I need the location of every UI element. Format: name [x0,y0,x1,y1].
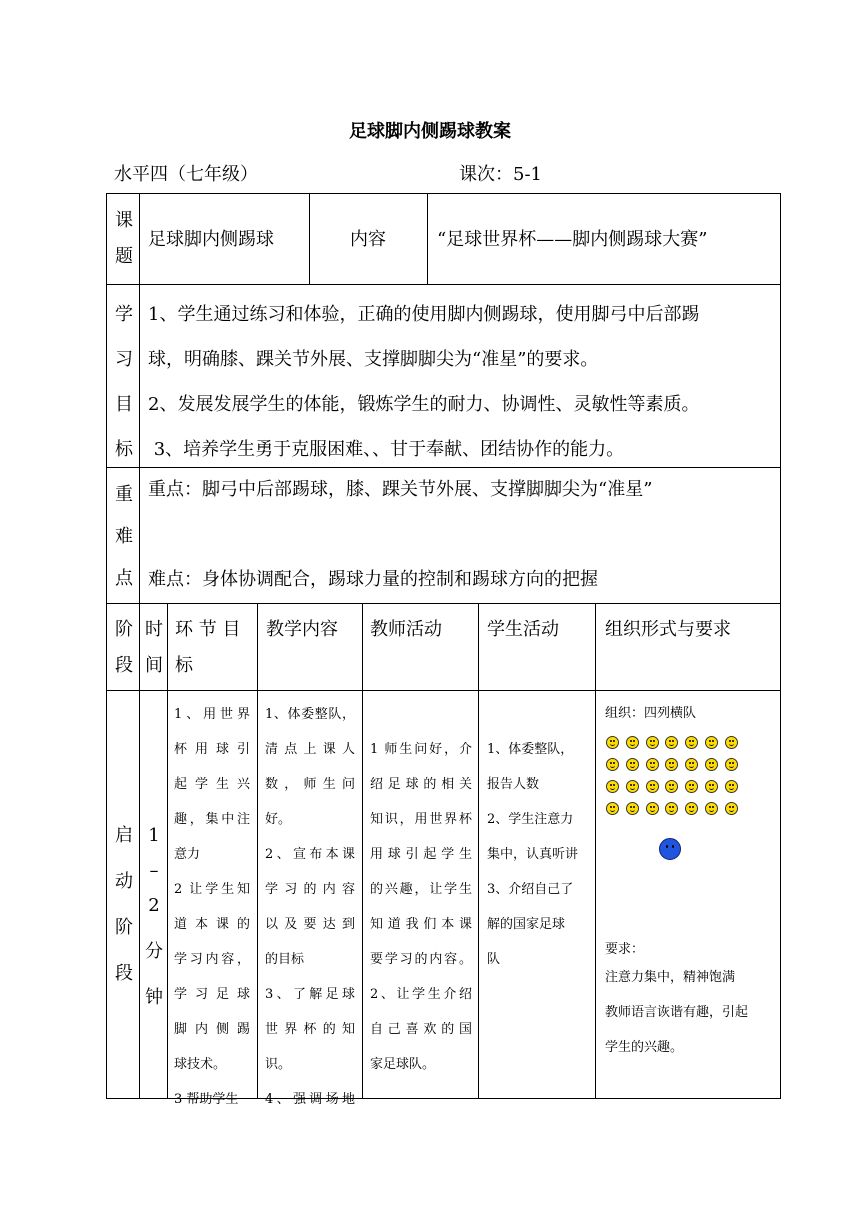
student-smiley-icon [606,758,619,771]
stage-char: 阶 [115,917,133,938]
student-smiley-icon [685,736,698,749]
text-line: 世界杯的知 [265,1022,355,1037]
text-line: 趣，集中注 [174,812,250,827]
stage-content [265,697,355,1117]
text-line: 意力 [174,847,201,862]
student-smiley-icon [705,802,718,815]
req-title: 要求： [605,942,645,957]
org-title: 组织：四列横队 [605,706,697,721]
text-line: 以及要达到 [265,917,355,932]
text-line: 的目标 [265,952,305,967]
text-line: 3、介绍自己了 [487,882,574,897]
student-smiley-icon [626,780,639,793]
label-char: 学 [115,304,133,325]
text-line: 学习足球 [174,987,250,1002]
stage-char: 动 [115,871,133,892]
stage-goals [174,697,250,1117]
text-line: 知道我们本课 [370,917,472,932]
text-line: 2 让学生知 [174,882,250,897]
student-smiley-icon [626,736,639,749]
text-line: 学生的兴趣。 [605,1040,684,1055]
student-smiley-icon [665,802,678,815]
text-line: 1 师生问好，介 [370,742,472,757]
student-smiley-icon [685,780,698,793]
table-border [106,193,107,1099]
text-line: 3 帮助学生 [174,1092,239,1107]
text-line: 脚内侧踢 [174,1022,250,1037]
table-border [257,603,258,1099]
label-char: 习 [115,349,133,370]
student-smiley-icon [725,758,738,771]
student-smiley-icon [705,780,718,793]
label-char: 题 [115,246,133,267]
col-student: 学生活动 [487,619,559,640]
student-smiley-icon [646,736,659,749]
student-smiley-icon [626,802,639,815]
student-smiley-icon [705,736,718,749]
text-line: 自己喜欢的国 [370,1022,472,1037]
topic-label [110,203,138,275]
text-line: 2、宣布本课 [265,847,355,862]
student-smiley-icon [725,780,738,793]
text-line: 队 [487,952,501,967]
text-line: 识。 [265,1057,292,1072]
text-line: 杯用球引 [174,742,250,757]
table-border [427,193,428,284]
student-smiley-icon [646,780,659,793]
text-line: 2、学生注意力 [487,812,574,827]
topic-value: 足球脚内侧踢球 [148,229,274,250]
goals-label [110,292,138,472]
text-line: 2、让学生介绍 [370,987,472,1002]
text-line: 数，师生问 [265,777,355,792]
text-line: 1、用世界 [174,707,250,722]
text-line: 的兴趣，让学生 [370,882,472,897]
student-smiley-icon [646,758,659,771]
student-smiley-icon [725,736,738,749]
col-org: 组织形式与要求 [605,619,731,640]
text-line: 清点上课人 [265,742,355,757]
teacher-icon [659,838,681,860]
text-line: 4、强调场地 [265,1092,355,1107]
goals-text [148,292,776,472]
label-char: 重 [115,484,133,505]
text-line: 要学习的内容。 [370,952,472,967]
table-border [595,603,596,1099]
student-smiley-icon [606,802,619,815]
table-border [139,193,140,1099]
stage-time [141,813,167,1021]
col-teacher: 教师活动 [370,619,442,640]
label-char: 标 [115,439,133,460]
col-time [141,612,167,684]
student-smiley-icon [626,758,639,771]
student-smiley-icon [685,758,698,771]
student-smiley-icon [705,758,718,771]
label-char: 点 [115,568,133,589]
stage-name [110,813,138,997]
table-border [106,193,781,194]
label-char: 目 [115,394,133,415]
text-line: 起学生兴 [174,777,250,792]
table-border [478,603,479,1099]
time-char: 2 [148,895,160,916]
req-text [605,960,777,1065]
student-smiley-icon [685,802,698,815]
header-line: 标 [175,655,193,676]
header-char: 时 [145,619,163,640]
goal-line: 3、培养学生勇于克服困难、、甘于奉献、团结协作的能力。 [148,439,625,460]
lesson-number: 课次：5-1 [459,164,542,185]
student-smiley-icon [665,736,678,749]
stage-char: 段 [115,963,133,984]
text-line: 3、了解足球 [265,987,355,1002]
text-line: 集中，认真听讲 [487,847,579,862]
table-border [362,603,363,1099]
time-char: – [149,860,159,881]
header-char: 阶 [115,619,133,640]
student-smiley-icon [606,780,619,793]
col-content: 教学内容 [266,619,338,640]
student-smiley-icon [665,758,678,771]
goal-line: 2、发展发展学生的体能，锻炼学生的耐力、协调性、灵敏性等素质。 [148,394,700,415]
key-label [110,474,138,600]
time-char: 1 [148,825,160,846]
difficulty-point: 难点：身体协调配合，踢球力量的控制和踢球方向的把握 [148,569,598,590]
text-line: 道本课的 [174,917,250,932]
header-line: 环 节 目 [175,619,241,640]
text-line: 知识，用世界杯 [370,812,472,827]
goal-line: 1、学生通过练习和体验，正确的使用脚内侧踢球，使用脚弓中后部踢 [148,304,700,325]
text-line: 注意力集中，精神饱满 [605,970,736,985]
text-line: 报告人数 [487,777,540,792]
content-label: 内容 [350,229,386,250]
header-char: 段 [115,655,133,676]
level-label: 水平四（七年级） [114,164,258,185]
table-border [167,603,168,1099]
key-point: 重点：脚弓中后部踢球，膝、踝关节外展、支撑脚脚尖为“准星” [148,479,653,500]
student-smiley-icon [725,802,738,815]
content-value: “足球世界杯——脚内侧踢球大赛” [437,229,708,250]
text-line: 学习内容， [174,952,250,967]
label-char: 课 [115,210,133,231]
text-line: 绍足球的相关 [370,777,472,792]
text-line: 好。 [265,812,292,827]
text-line: 家足球队。 [370,1057,436,1072]
text-line: 用球引起学生 [370,847,472,862]
student-smiley-icon [665,780,678,793]
goal-line: 球，明确膝、踝关节外展、支撑脚脚尖为“准星”的要求。 [148,349,599,370]
page-title: 足球脚内侧踢球教案 [349,121,511,142]
text-line: 球技术。 [174,1057,227,1072]
teacher-activity [370,732,472,1082]
text-line: 解的国家足球 [487,917,566,932]
text-line: 教师语言诙谐有趣，引起 [605,1005,749,1020]
stage-char: 启 [115,825,133,846]
time-char: 钟 [145,987,163,1008]
text-line: 学习的内容 [265,882,355,897]
col-stage [110,612,138,684]
text-line: 1、体委整队， [265,707,355,722]
table-border [106,690,781,691]
time-char: 分 [145,941,163,962]
student-smiley-icon [606,736,619,749]
text-line: 1、体委整队， [487,742,574,757]
table-border [106,284,781,285]
label-char: 难 [115,526,133,547]
table-border [780,193,781,1099]
col-goal [175,612,240,684]
student-activity [487,732,591,977]
table-border [106,603,781,604]
student-smiley-icon [646,802,659,815]
header-char: 间 [145,655,163,676]
